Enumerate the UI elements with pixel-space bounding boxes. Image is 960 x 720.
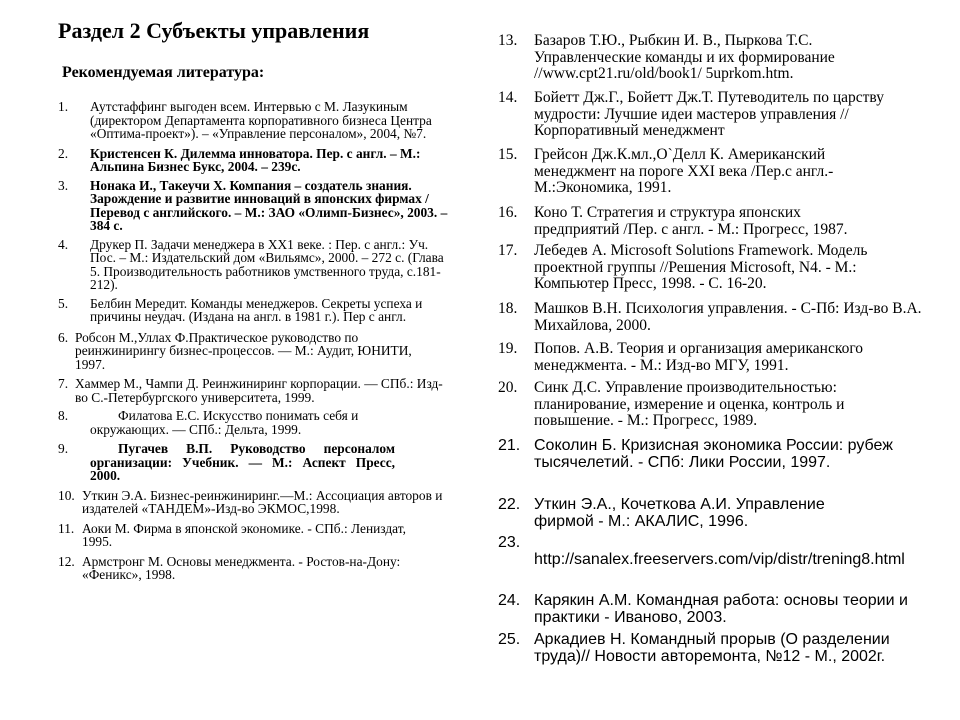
reference-link[interactable]: http://sanalex.freeservers.com/vip/distr/trening8.html xyxy=(534,551,905,568)
reference-number: 10. xyxy=(58,487,75,503)
reference-item xyxy=(58,100,468,141)
reference-text: Хаммер М., Чампи Д. Реинжиниринг корпорации. — СПб.: Изд-во С.-Петербургского университета, 1999. xyxy=(75,376,443,405)
reference-item xyxy=(58,238,468,292)
reference-text: Филатова Е.С. Искусство понимать себя и окружающих. — СПб.: Дельта, 1999. xyxy=(90,408,359,437)
reference-number: 18. xyxy=(498,300,518,317)
reference-number: 23. xyxy=(498,534,521,551)
reference-item xyxy=(498,33,928,83)
reference-text: Синк Д.С. Управление производительностью: планирование, измерение и оценка, контроль и повышение. - М.: Прогресс, 1989. xyxy=(534,379,845,429)
reference-item xyxy=(498,301,928,334)
reference-item xyxy=(498,380,928,430)
reference-item xyxy=(498,631,928,665)
reference-item xyxy=(58,442,468,483)
reference-text: Машков В.Н. Психология управления. - С-Пб: Изд-во В.А. Михайлова, 2000. xyxy=(534,300,922,334)
reference-item xyxy=(58,147,468,174)
reference-item xyxy=(58,331,468,372)
reference-item xyxy=(498,437,928,471)
reference-text: Аркадиев Н. Командный прорыв (О разделении труда)// Новости авторемонта, №12 - М., 2002г. xyxy=(534,631,890,665)
reference-text: Нонака И., Такеучи Х. Компания – создатель знания. Зарождение и развитие инноваций в японских фирмах / Перевод с английского. – М.: ЗАО «Олимп-Бизнес», 2003. – 384 с. xyxy=(90,177,448,233)
reference-number: 5. xyxy=(58,295,69,311)
reference-item xyxy=(498,534,928,568)
reference-text: Грейсон Дж.К.мл.,О`Делл К. Американский менеджмент на пороге XXI века /Пер.с англ.- М.:Экономика, 1991. xyxy=(534,146,834,196)
reference-number: 3. xyxy=(58,177,69,193)
reference-text: Уткин Э.А. Бизнес-реинжиниринг.—М.: Ассоциация авторов и издателей «ТАНДЕМ»-Изд-во ЭКМОС,1998. xyxy=(82,487,443,516)
reference-number: 24. xyxy=(498,592,521,609)
reference-item xyxy=(58,179,468,233)
reference-item xyxy=(58,377,468,404)
left-reference-list xyxy=(58,100,468,582)
reference-number: 7. xyxy=(58,376,69,391)
reference-text: Друкер П. Задачи менеджера в ХХ1 веке. : Пер. с англ.: Уч. Пос. – М.: Издательский дом «Вильямс», 2000. – 272 с. (Глава 5. Производительность работников умственного труда, с.181-212). xyxy=(90,236,444,292)
reference-item xyxy=(58,297,468,324)
reference-number: 12. xyxy=(58,553,75,569)
reference-text: Лебедев А. Microsoft Solutions Framework. Модель проектной группы //Решения Microsoft, N4. - М.: Компьютер Пресс, 1998. - С. 16-20. xyxy=(534,242,868,292)
reference-item xyxy=(498,243,928,293)
reference-text: Бойетт Дж.Г., Бойетт Дж.Т. Путеводитель по царству мудрости: Лучшие идеи мастеров управления // Корпоративный менеджмент xyxy=(534,89,884,139)
reference-text: Кристенсен К. Дилемма инноватора. Пер. с англ. – М.: Альпина Бизнес Букс, 2004. – 239с. xyxy=(90,145,421,174)
reference-item xyxy=(498,592,928,626)
reference-item xyxy=(58,409,468,436)
reference-number: 16. xyxy=(498,204,518,221)
reference-number: 15. xyxy=(498,146,518,163)
reference-number: 22. xyxy=(498,496,521,513)
reference-item xyxy=(58,522,468,549)
reference-number: 19. xyxy=(498,340,518,357)
reference-number: 25. xyxy=(498,631,521,648)
reference-text: Попов. А.В. Теория и организация американского менеджмента. - М.: Изд-во МГУ, 1991. xyxy=(534,340,864,374)
reference-number: 9. xyxy=(58,441,69,456)
reference-item xyxy=(58,489,468,516)
reference-number: 1. xyxy=(58,99,69,114)
reference-text: Коно Т. Стратегия и структура японских предприятий /Пер. с англ. - М.: Прогресс, 1987. xyxy=(534,204,848,238)
page-title: Раздел 2 Субъекты управления xyxy=(58,18,370,43)
reference-text: Базаров Т.Ю., Рыбкин И. В., Пыркова Т.С. Управленческие команды и их формирование //www.cpt21.ru/old/book1/ 5uprkom.htm. xyxy=(534,32,835,82)
reference-text: Аоки М. Фирма в японской экономике. - СПб.: Лениздат, 1995. xyxy=(82,520,406,549)
reference-number: 14. xyxy=(498,89,518,106)
reference-item xyxy=(498,205,928,238)
reference-number: 4. xyxy=(58,236,69,252)
reference-number: 11. xyxy=(58,520,75,536)
reference-number: 13. xyxy=(498,32,518,49)
reference-text: Пугачев В.П. Руководство персоналом организации: Учебник. — М.: Аспект Пресс, 2000. xyxy=(90,441,395,483)
reference-number: 21. xyxy=(498,437,521,454)
reference-number: 6. xyxy=(58,329,69,345)
reference-item xyxy=(498,90,928,140)
reference-text: Карякин А.М. Командная работа: основы теории и практики - Иваново, 2003. xyxy=(534,592,908,626)
reference-number: 17. xyxy=(498,242,518,259)
reference-item xyxy=(498,147,928,197)
reference-text: Аутстаффинг выгоден всем. Интервью с М. Лазукиным (директором Департамента корпоративного бизнеса Центра «Оптима-проект»). – «Управление персоналом», 2004, №7. xyxy=(90,99,432,141)
reference-text: Соколин Б. Кризисная экономика России: рубеж тысячелетий. - СПб: Лики России, 1997. xyxy=(534,437,893,471)
reference-text: Робсон М.,Уллах Ф.Практическое руководство по реинжинирингу бизнес-процессов. — М.: Аудит, ЮНИТИ, 1997. xyxy=(75,329,412,372)
reference-number: 2. xyxy=(58,145,69,161)
reference-text: Уткин Э.А., Кочеткова А.И. Управление фирмой - М.: АКАЛИС, 1996. xyxy=(534,496,825,530)
reference-number: 8. xyxy=(58,408,69,423)
recommended-literature-heading: Рекомендуемая литература: xyxy=(62,64,265,81)
reference-item xyxy=(498,496,928,530)
reference-item xyxy=(58,555,468,582)
reference-text: Белбин Мередит. Команды менеджеров. Секреты успеха и причины неудач. (Издана на англ. в 1981 г.). Пер с англ. xyxy=(90,295,423,324)
reference-item xyxy=(498,341,928,374)
reference-text: Армстронг М. Основы менеджмента. - Ростов-на-Дону: «Феникс», 1998. xyxy=(82,553,401,582)
reference-number: 20. xyxy=(498,379,518,396)
